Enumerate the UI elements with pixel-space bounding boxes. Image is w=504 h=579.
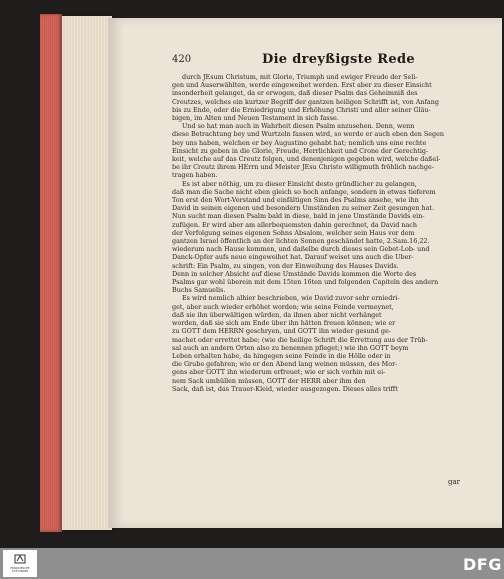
text-line: Buchs Samuelis. <box>172 286 226 295</box>
text-line: keit, welche auf das Creutz folgen, und denenjenigen gegeben wird, welche daßel- <box>172 155 441 164</box>
book-edge <box>40 14 62 532</box>
page-number: 420 <box>172 54 192 65</box>
text-line: bis zu Ende, oder die Erniedrigung und Erhöhung Christi und aller seiner Gläu- <box>172 105 431 114</box>
text-line: Psalms gar wohl überein mit dem 15ten 16ten und folgenden Capiteln des andern <box>172 278 439 287</box>
body-text <box>172 73 474 393</box>
text-line: Denn in solcher Absicht auf diese Umstände Davids kommen die Worte des <box>172 269 417 278</box>
text-line: bigen, im Alten und Neuen Testament in sich fasse. <box>172 114 339 123</box>
text-line: Leben erhalten habe, da hingegen seine Feinde in die Hölle oder in <box>172 351 391 360</box>
text-line: get, aber auch wieder erhöhet worden; wie seine Feinde vermeynet, <box>172 302 394 311</box>
foundation-emblem-icon <box>14 553 26 565</box>
text-line: Ton erst den Wort-Verstand und einfältigen Sinn des Psalms ansehe, wie ihn <box>172 196 419 205</box>
text-line: die Grube gefahren; wie er den Abend lang weinen müssen, des Mor- <box>172 360 398 369</box>
text-line: zu GOTT dem HERRN geschryen, und GOTT ihn wieder gesund ge- <box>172 327 391 336</box>
paragraph <box>172 73 474 122</box>
text-line: Creutzes, welches ein kurtzer Begriff der gantzen heiligen Schrifft ist, von Anfang <box>172 97 439 106</box>
text-line: gen und Auserwählten, werde eingeweihet werden. Erst aber zu dieser Einsicht <box>172 81 432 90</box>
text-line: gantzen Israel öffentlich an der lichten Sonnen geschändet hatte, 2.Sam.16,22. <box>172 237 430 246</box>
text-line: machet oder errettet habe; (wie die heilige Schrift die Errettung aus der Trüb- <box>172 335 428 344</box>
text-line: daß sie ihn überwältigen würden, da ihnen aber nicht verhänget <box>172 310 382 319</box>
text-line: tragen haben. <box>172 171 218 180</box>
text-line: zufügen. Er wird aber am allerbequemsten dahin gerechnet, da David nach <box>172 220 417 229</box>
page-edges <box>62 16 112 530</box>
text-line: David in seinen eigenen und besondern Umständen zu seiner Zeit gesungen hat. <box>172 204 434 213</box>
text-line: insonderheit gelanget, da er erwogen, daß dieser Psalm das Geheimniß des <box>172 89 418 98</box>
text-line: Und so hat man auch in Wahrheit diesen Psalm anzusehen. Denn, wenn <box>182 122 415 131</box>
text-line: Einsicht zu geben in die Glorie, Freude, Herrlichkeit und Crone der Gerechtig- <box>172 146 429 155</box>
text-line: Sack, daß ist, das Trauer-Kleid, wieder ausgezogen. Dieses alles trifft <box>172 384 398 393</box>
franckesche-stiftungen-logo[interactable] <box>3 550 37 577</box>
text-line: daß man die Sache nicht eben gleich so hoch anfange, sondern in etwas tieferem <box>172 187 436 196</box>
dfg-logo[interactable]: DFG <box>463 555 502 574</box>
text-line: bey uns haben, welchen er bey Augustino gehabt hat; nemlich uns eine rechte <box>172 138 427 147</box>
text-line: nem Sack umhüllen müssen, GOTT der HERR aber ihm den <box>172 376 366 385</box>
text-line: der Verfolgung seines eigenen Sohns Absalom, welcher sein Haus vor dem <box>172 228 415 237</box>
paragraph <box>172 122 474 179</box>
text-line: durch JEsum Christum, mit Glorie, Triumph und ewiger Freude der Seli- <box>182 73 418 81</box>
viewer-footer <box>0 548 504 579</box>
text-line: schrift: Ein Psalm, zu singen, von der Einweihung des Hauses Davids. <box>172 261 399 270</box>
text-line: Danck-Opfer aufs neue eingeweihet hat. Darauf weiset uns auch die Uber- <box>172 253 414 262</box>
text-line: diese Betrachtung bey und Wurtzeln fassen wird, so werde er auch eben den Segen <box>172 130 445 139</box>
logo-caption: FRANCKESCHE STIFTUNGEN <box>10 567 30 573</box>
catchword: gar <box>448 478 461 486</box>
text-line: Es wird nemlich alhier beschrieben, wie David zuvor sehr erniedri- <box>182 294 400 303</box>
running-title: Die dreyßigste Rede <box>262 52 415 67</box>
text-line: wiederum nach Hause kommen, und daßelbe durch dieses sein Gebet-Lob- und <box>172 245 430 254</box>
text-line: worden, daß sie sich am Ende über ihn hätten freuen können; wie er <box>172 319 396 328</box>
text-line: Es ist aber nöthig, um zu dieser Einsicht desto gründlicher zu gelangen, <box>182 179 417 188</box>
paragraph <box>172 180 474 295</box>
text-line: be ihr Creutz ihrem HErrn und Meister JEsu Christo willigmuth fröhlich nachge- <box>172 163 434 172</box>
page-header <box>172 54 490 70</box>
text-line: sal auch an andern Orten also zu benennen pfleget;) wie ihn GOTT beym <box>172 343 409 352</box>
text-line: gens aber GOTT ihn wiederum erfreuet; wie er sich vorhin mit ei- <box>172 368 386 377</box>
paragraph <box>172 294 474 392</box>
text-line: Nun sucht man diesen Psalm bald in diese, bald in jene Umstände Davids ein- <box>172 212 425 221</box>
